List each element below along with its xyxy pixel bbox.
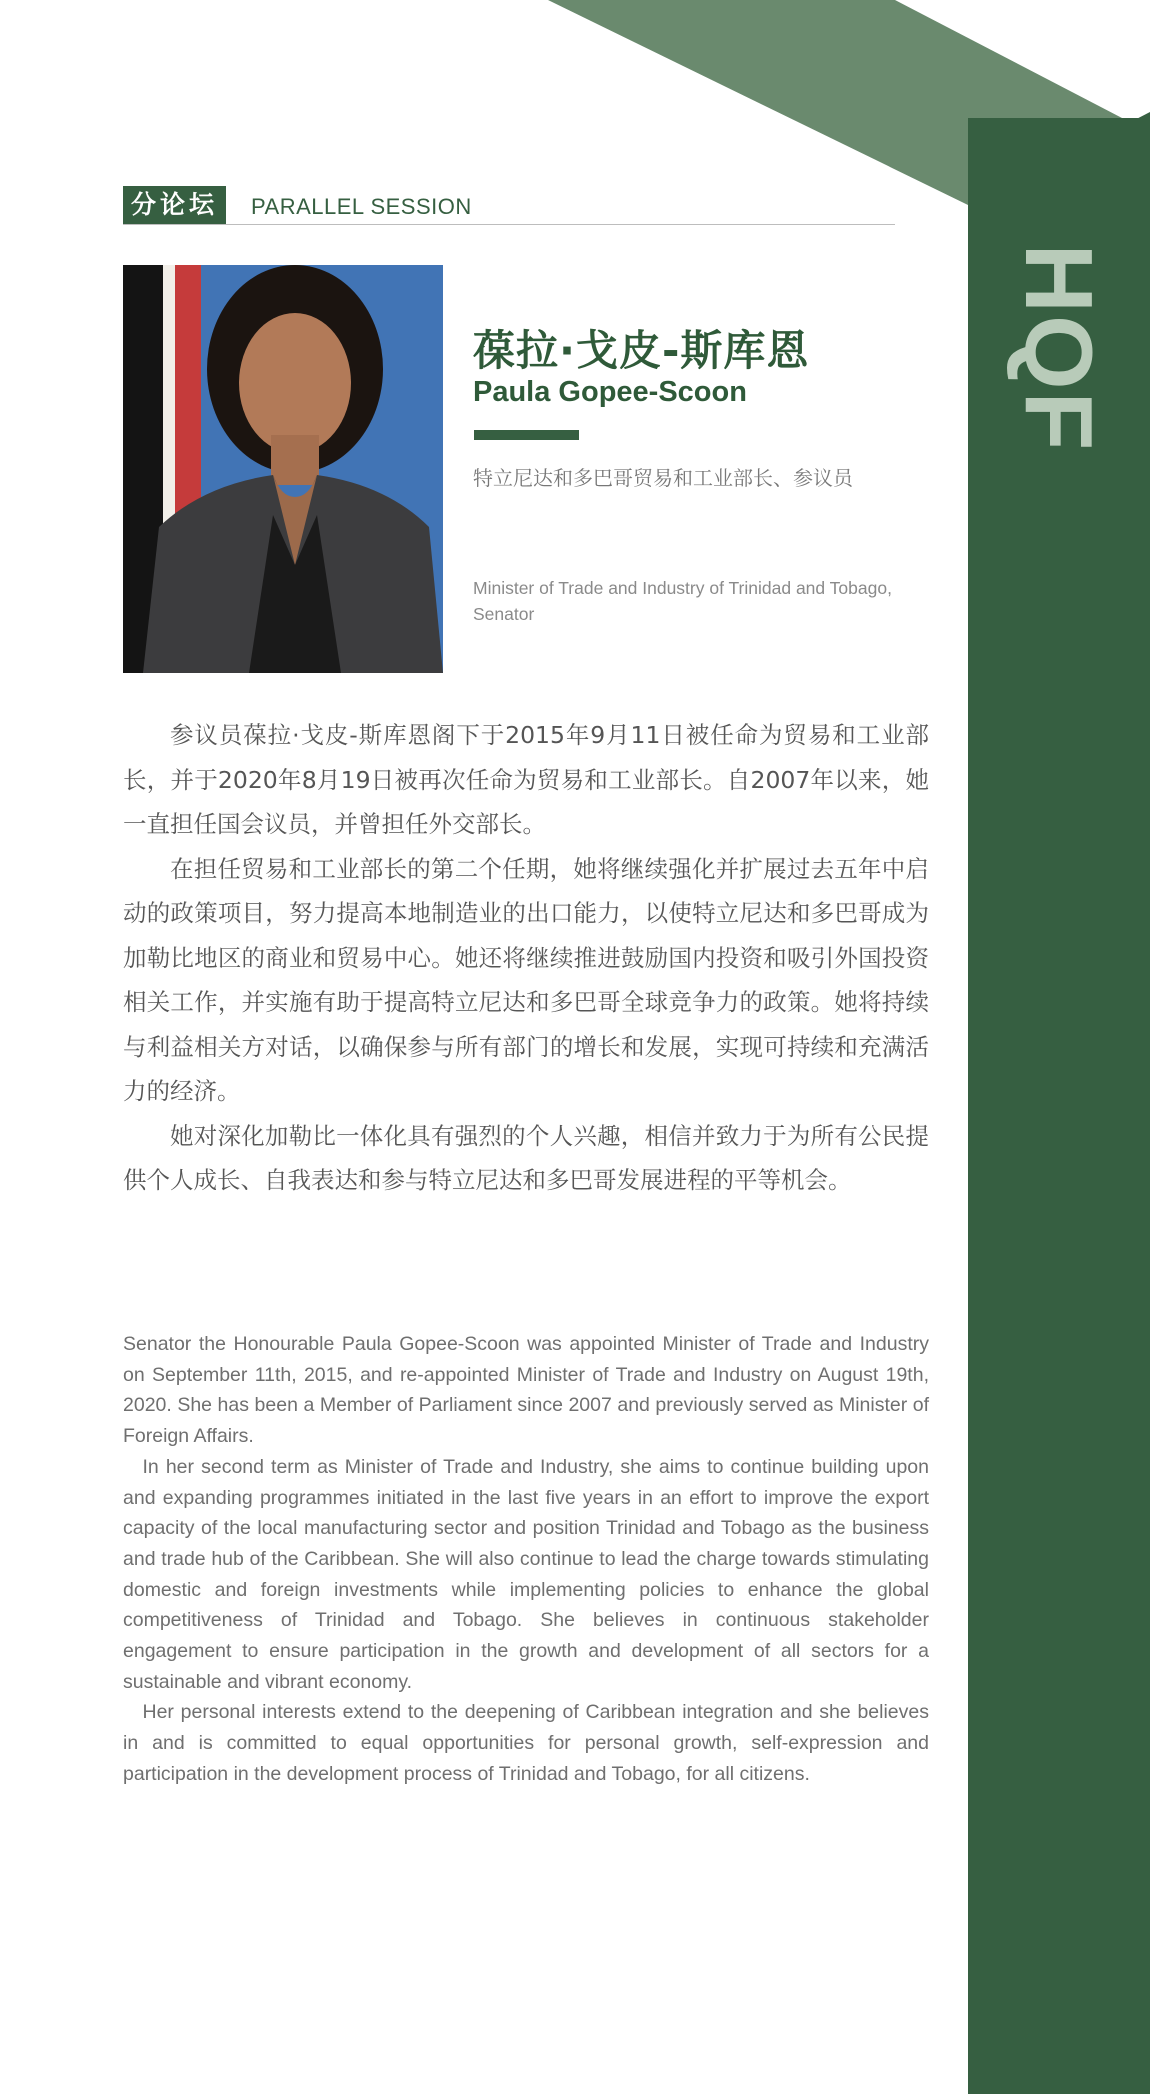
- bio-chinese: [123, 713, 929, 1203]
- speaker-title-zh: 特立尼达和多巴哥贸易和工业部长、参议员: [473, 466, 853, 490]
- session-badge-zh: 分论坛: [123, 186, 226, 224]
- session-label-en: PARALLEL SESSION: [251, 194, 472, 219]
- speaker-name-en: Paula Gopee-Scoon: [473, 376, 747, 408]
- session-divider: [123, 224, 895, 225]
- bio-en-paragraph: Her personal interests extend to the deepening of Caribbean integration and she believes in and is committed to equal opportunities for personal growth, self-expression and participation in the development process of Trinidad and Tobago, for all citizens.: [123, 1701, 929, 1785]
- name-underline-accent: [474, 430, 579, 440]
- session-header: [123, 186, 895, 226]
- bio-en-paragraph: Senator the Honourable Paula Gopee-Scoon was appointed Minister of Trade and Industry on September 11th, 2015, and re-appointed Minister of Trade and Industry on August 19th, 2020. She has been a Member of Parliament since 2007 and previously served as Minister of Foreign Affairs.: [123, 1333, 929, 1448]
- bio-zh-paragraph: 参议员葆拉·戈皮-斯库恩阁下于2015年9月11日被任命为贸易和工业部长，并于2020年8月19日被再次任命为贸易和工业部长。自2007年以来，她一直担任国会议员，并曾担任外交部长。: [123, 721, 929, 838]
- bio-zh-paragraph: 在担任贸易和工业部长的第二个任期，她将继续强化并扩展过去五年中启动的政策项目，努力提高本地制造业的出口能力，以使特立尼达和多巴哥成为加勒比地区的商业和贸易中心。她还将继续推进鼓励国内投资和吸引外国投资相关工作，并实施有助于提高特立尼达和多巴哥全球竞争力的政策。她将持续与利益相关方对话，以确保参与所有部门的增长和发展，实现可持续和充满活力的经济。: [123, 854, 929, 1105]
- bio-en-paragraph: In her second term as Minister of Trade and Industry, she aims to continue building upon and expanding programmes initiated in the last five years in an effort to improve the export capacity of the local manufacturing sector and position Trinidad and Tobago as the business and trade hub of the Caribbean. She will also continue to lead the charge towards stimulating domestic and foreign investments while implementing policies to enhance the global competitiveness of Trinidad and Tobago. She believes in continuous stakeholder engagement to ensure participation in the growth and development of all sectors for a sustainable and vibrant economy.: [123, 1455, 929, 1693]
- speaker-title-en: Minister of Trade and Industry of Trinidad and Tobago, Senator: [473, 578, 892, 624]
- hqf-vertical-logo: HQF: [1005, 243, 1112, 453]
- bio-zh-paragraph: 她对深化加勒比一体化具有强烈的个人兴趣，相信并致力于为所有公民提供个人成长、自我表达和参与特立尼达和多巴哥发展进程的平等机会。: [123, 1121, 929, 1194]
- speaker-portrait: [123, 265, 443, 673]
- bio-english: [123, 1329, 929, 1790]
- speaker-name-zh: 葆拉·戈皮-斯库恩: [473, 326, 810, 375]
